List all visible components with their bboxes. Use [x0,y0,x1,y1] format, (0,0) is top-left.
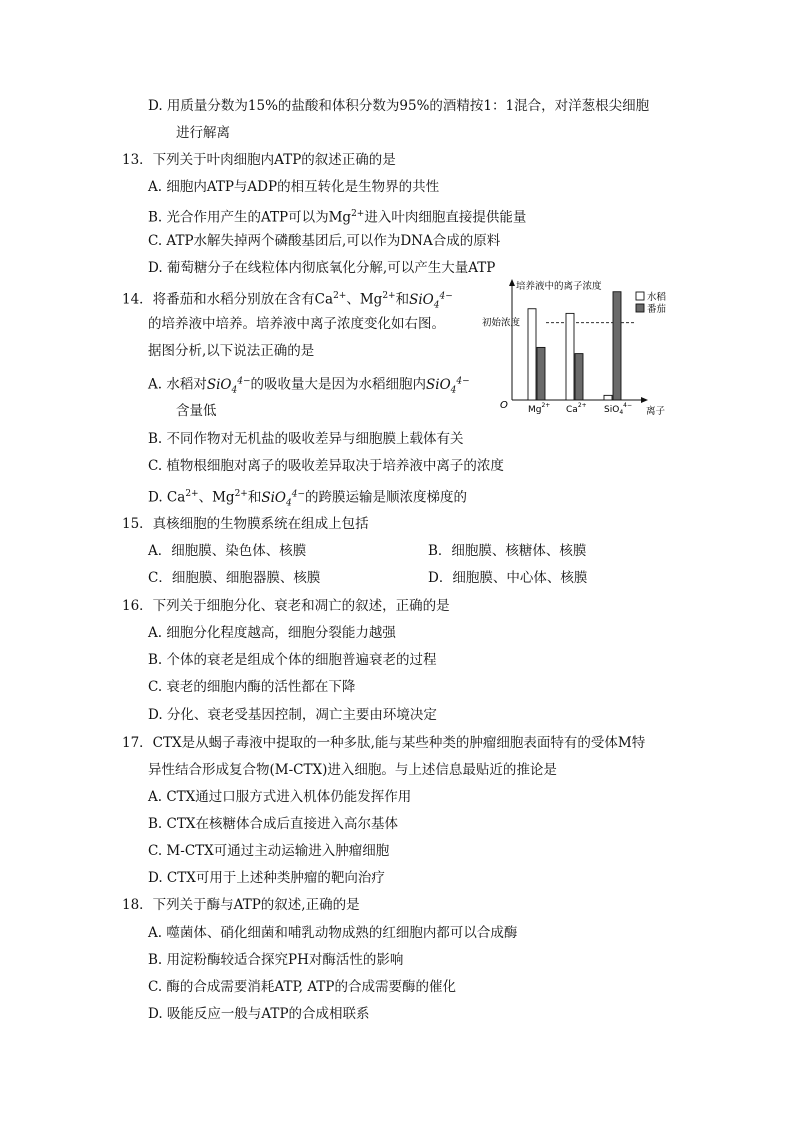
legend-label-番茄: 番茄 [647,304,667,315]
x-tick-Mg: $Mg^{2+}$ [528,402,551,415]
q14-option-d: D. $Ca^{2+}$、$Mg^{2+}$和SiO$_4^{4-}$的跨膜运输是顺浓度梯度的 [148,489,467,509]
q17-option-b: B. CTX在核糖体合成后直接进入高尔基体 [148,816,398,832]
q16-stem: 16．下列关于细胞分化、衰老和凋亡的叙述，正确的是 [122,598,450,614]
q14-stem-line2: 的培养液中培养。培养液中离子浓度变化如右图。 [148,316,445,332]
q15-option-c: C．细胞膜、细胞器膜、核膜 [148,570,321,586]
chart-x-ticks [528,402,632,416]
q18-option-c: C. 酶的合成需要消耗ATP, ATP的合成需要酶的催化 [148,979,456,995]
bar-番茄-SiO [613,292,621,400]
q14-stem-line1: 14．将番茄和水稻分别放在含有$Ca^{2+}$、$Mg^{2+}$和SiO$_4^{4-}$ [122,291,453,311]
q14-stem-line3: 据图分析,以下说法正确的是 [148,343,315,359]
q17-stem-line2: 异性结合形成复合物(M-CTX)进入细胞。与上述信息最贴近的推论是 [148,762,557,778]
q13-option-c: C. ATP水解失掉两个磷酸基团后,可以作为DNA合成的原料 [148,233,501,249]
q15-option-b: B．细胞膜、核糖体、核膜 [428,543,587,559]
q18-option-d: D. 吸能反应一般与ATP的合成相联系 [148,1006,370,1022]
q14-option-a-line2: 含量低 [176,403,217,419]
q14-option-b: B. 不同作物对无机盐的吸收差异与细胞膜上载体有关 [148,431,464,447]
q16-option-d: D. 分化、衰老受基因控制，凋亡主要由环境决定 [148,707,437,723]
q13-option-a: A. 细胞内ATP与ADP的相互转化是生物界的共性 [148,179,440,195]
q18-option-a: A. 噬菌体、硝化细菌和哺乳动物成熟的红细胞内都可以合成酶 [148,925,518,941]
q12-option-d-line2: 进行解离 [176,125,230,141]
chart-origin-label: O [500,400,508,411]
q17-stem-line1: 17．CTX是从蝎子毒液中提取的一种多肽,能与某些种类的肿瘤细胞表面特有的受体M特 [122,735,646,751]
q18-stem: 18．下列关于酶与ATP的叙述,正确的是 [122,897,360,913]
legend-label-水稻: 水稻 [647,292,667,303]
q17-option-d: D. CTX可用于上述种类肿瘤的靶向治疗 [148,870,385,886]
q12-option-d-line1: D. 用质量分数为15%的盐酸和体积分数为95%的酒精按1：1混合，对洋葱根尖细胞 [148,98,650,114]
q13-option-d: D. 葡萄糖分子在线粒体内彻底氧化分解,可以产生大量ATP [148,260,496,276]
q15-option-d: D．细胞膜、中心体、核膜 [428,570,588,586]
x-tick-SiO: SiO$_4^{4-}$ [604,402,632,416]
chart-x-label: 离子 [646,406,666,417]
q18-option-b: B. 用淀粉酶较适合探究PH对酶活性的影响 [148,952,404,968]
bar-水稻-Mg [528,309,536,400]
legend-swatch-水稻 [636,292,644,300]
bar-水稻-Ca [566,313,574,400]
q14-option-c: C. 植物根细胞对离子的吸收差异取决于培养液中离子的浓度 [148,458,504,474]
bar-番茄-Mg [537,347,545,400]
initial-concentration-label: 初始浓度 [482,317,521,329]
q13-option-b: B. 光合作用产生的ATP可以为$Mg^{2+}$进入叶肉细胞直接提供能量 [148,209,527,226]
q17-option-a: A. CTX通过口服方式进入机体仍能发挥作用 [148,789,412,805]
q14-option-a-line1: A. 水稻对SiO$_4^{4-}$的吸收量大是因为水稻细胞内SiO$_4^{4-}$ [148,376,470,396]
q15-option-a: A．细胞膜、染色体、核膜 [148,543,307,559]
q13-stem: 13．下列关于叶肉细胞内ATP的叙述正确的是 [122,152,396,168]
q16-option-b: B. 个体的衰老是组成个体的细胞普遍衰老的过程 [148,652,437,668]
q15-stem: 15．真核细胞的生物膜系统在组成上包括 [122,516,369,532]
silicate-formula: SiO$_4^{4-}$ [409,291,453,311]
bar-水稻-SiO [604,395,612,400]
chart-bars [528,292,621,400]
ion-concentration-chart [482,278,678,420]
x-tick-Ca: $Ca^{2+}$ [566,402,587,415]
legend-swatch-番茄 [636,304,644,312]
bar-番茄-Ca [575,354,583,400]
chart-legend [636,291,667,315]
chart-title: 培养液中的离子浓度 [516,281,602,292]
q16-option-a: A. 细胞分化程度越高，细胞分裂能力越强 [148,625,396,641]
q16-option-c: C. 衰老的细胞内酶的活性都在下降 [148,679,356,695]
q17-option-c: C. M-CTX可通过主动运输进入肿瘤细胞 [148,843,390,859]
